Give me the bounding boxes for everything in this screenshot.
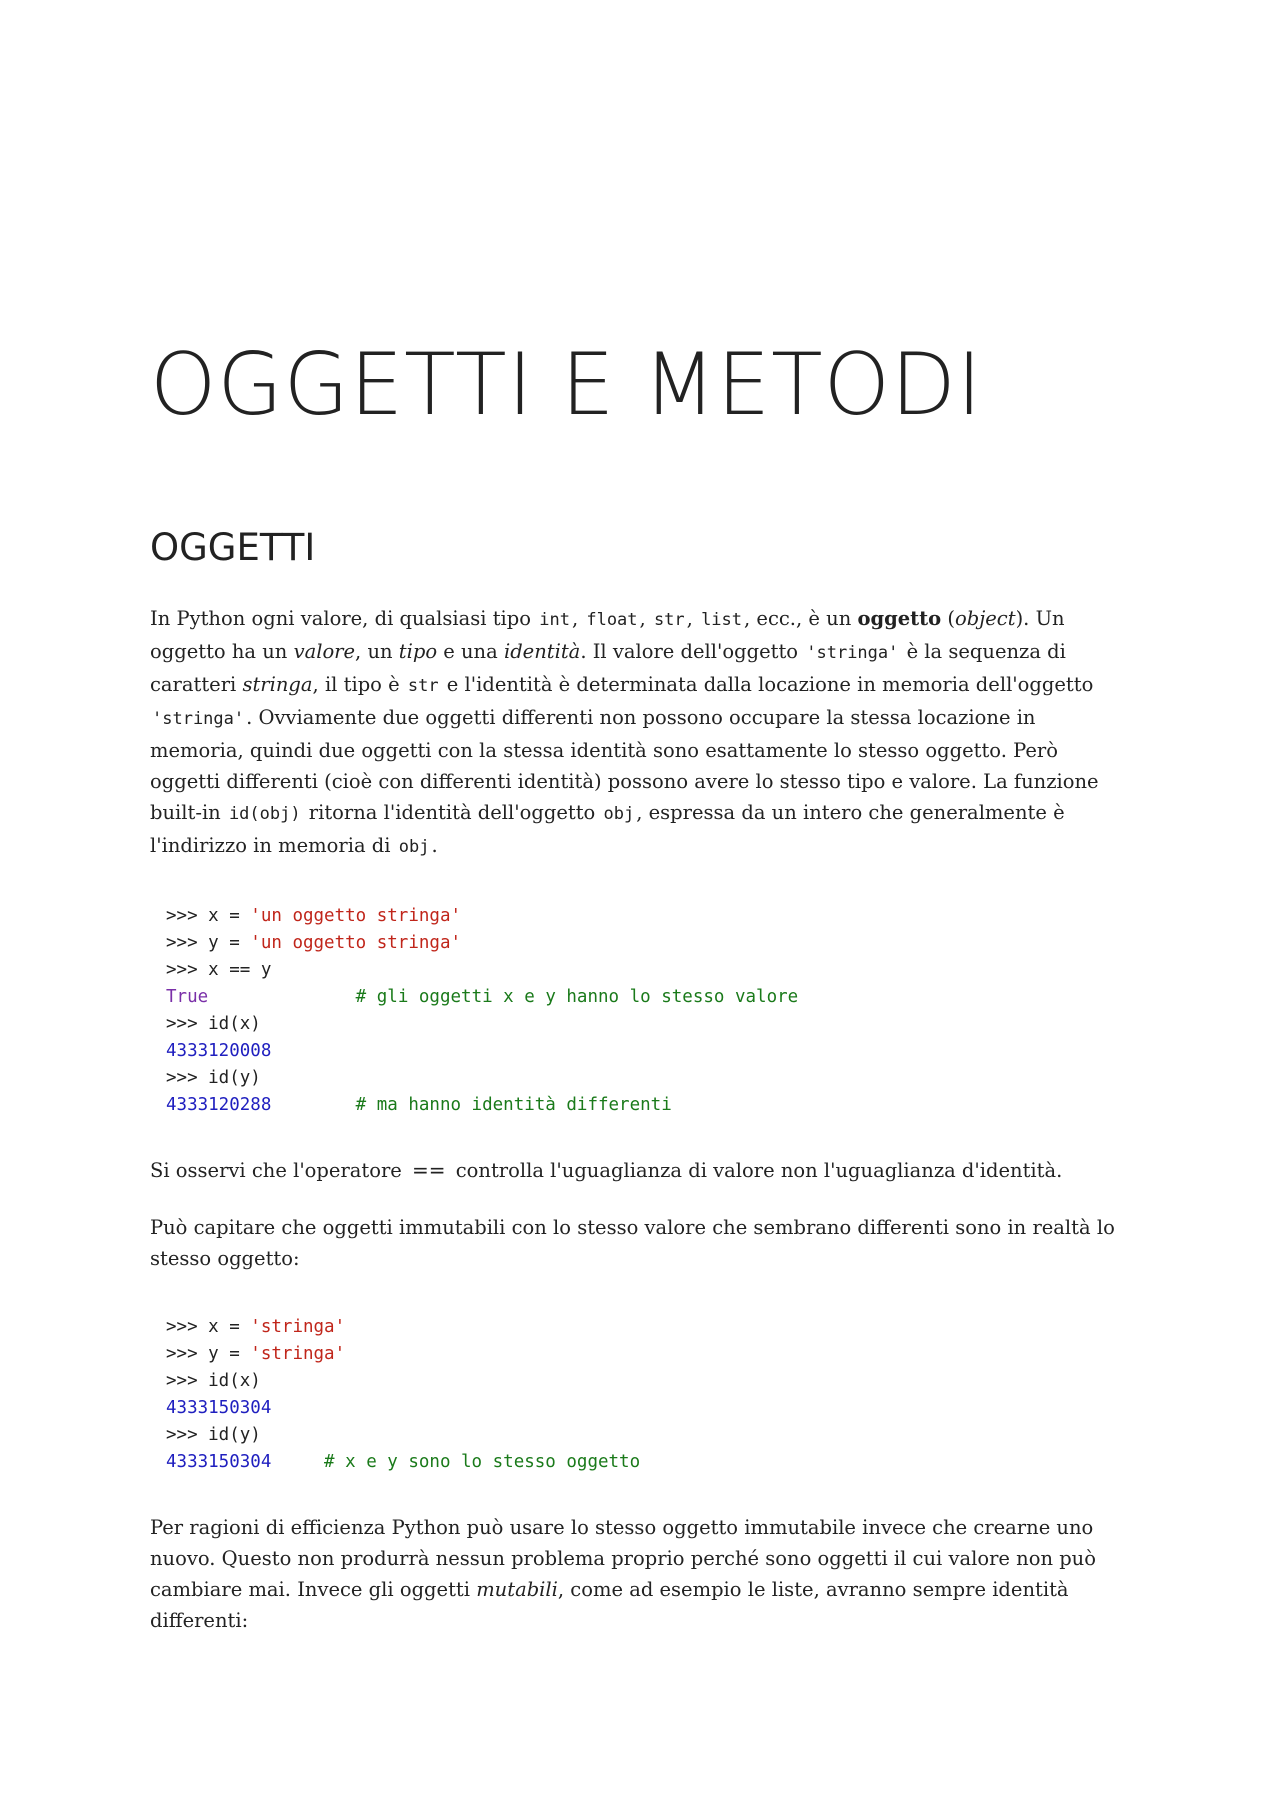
text: , ecc., è un xyxy=(744,607,858,630)
paragraph-immutable: Può capitare che oggetti immutabili con lo stesso valore che sembrano differenti sono in realtà lo stesso oggetto: xyxy=(150,1216,1115,1270)
inline-code: obj xyxy=(398,837,430,857)
code-line xyxy=(166,1314,1130,1341)
code-string: 'un oggetto stringa' xyxy=(250,933,462,953)
text: ). Un oggetto ha un xyxy=(150,607,1065,663)
code-prompt: >>> y = xyxy=(166,1344,251,1364)
code-line: 4333150304 xyxy=(166,1398,272,1418)
inline-code: str xyxy=(407,676,439,696)
code-prompt: >>> x = xyxy=(166,1317,251,1337)
document-content xyxy=(150,335,1130,1636)
inline-code: int xyxy=(539,610,570,630)
text: , xyxy=(571,607,585,630)
code-line: >>> id(y) xyxy=(166,1068,261,1088)
code-line xyxy=(166,1092,1130,1119)
italic-term: object xyxy=(954,607,1016,630)
code-comment: # gli oggetti x e y hanno lo stesso valore xyxy=(355,987,799,1007)
text: , espressa da un intero che generalmente è l'indirizzo in memoria di xyxy=(150,801,1065,857)
italic-term: identità xyxy=(503,640,581,663)
code-string: 'stringa' xyxy=(250,1344,346,1364)
code-string: 'stringa' xyxy=(250,1317,346,1337)
inline-code: id(obj) xyxy=(228,804,301,824)
code-line xyxy=(166,984,1130,1011)
italic-term: stringa xyxy=(242,673,313,696)
text: , come ad esempio le liste, avranno sempre identità differenti: xyxy=(150,1578,1069,1632)
text: , xyxy=(639,607,652,630)
inline-code: float xyxy=(586,610,638,630)
inline-code: str xyxy=(653,610,685,630)
code-number: 4333120288 xyxy=(166,1095,272,1115)
code-keyword: True xyxy=(166,987,209,1007)
text: In Python ogni valore, di qualsiasi tipo xyxy=(150,607,538,630)
code-line: >>> x == y xyxy=(166,960,272,980)
code-prompt: >>> y = xyxy=(166,933,251,953)
text: , xyxy=(686,607,700,630)
text: , un xyxy=(355,640,399,663)
text: Per ragioni di efficienza Python può usare lo stesso oggetto immutabile invece che crearne uno nuovo. Questo non produrrà nessun problema proprio perché sono oggetti il cui valore non può cambiare mai. Invece gli oggetti xyxy=(150,1516,1096,1601)
text: e l'identità è determinata dalla locazione in memoria dell'oggetto xyxy=(440,673,1094,696)
code-line: 4333120008 xyxy=(166,1041,272,1061)
code-string: 'un oggetto stringa' xyxy=(250,906,462,926)
paragraph-intro xyxy=(150,603,1130,863)
text: ( xyxy=(941,607,955,630)
code-space xyxy=(271,1452,324,1472)
code-space xyxy=(271,1095,355,1115)
text: ritorna l'identità dell'oggetto xyxy=(302,801,602,824)
paragraph-efficiency xyxy=(150,1512,1130,1636)
text: Si osservi che l'operatore xyxy=(150,1159,409,1182)
text: . xyxy=(431,834,438,857)
code-line: >>> id(y) xyxy=(166,1425,261,1445)
inline-code: 'stringa' xyxy=(152,709,245,729)
italic-term: mutabili xyxy=(476,1578,558,1601)
code-comment: # x e y sono lo stesso oggetto xyxy=(324,1452,641,1472)
italic-term: valore xyxy=(293,640,356,663)
text: controlla l'uguaglianza di valore non l'uguaglianza d'identità. xyxy=(449,1159,1063,1182)
paragraph-operator xyxy=(150,1155,1130,1186)
text: , il tipo è xyxy=(312,673,406,696)
inline-code: list xyxy=(701,610,743,630)
code-number: 4333150304 xyxy=(166,1452,272,1472)
code-line xyxy=(166,903,1130,930)
equality-operator: == xyxy=(412,1158,446,1182)
code-block-identity xyxy=(166,903,1130,1119)
inline-code: obj xyxy=(603,804,635,824)
section-heading: OGGETTI xyxy=(150,526,316,569)
code-space xyxy=(208,987,356,1007)
code-line: >>> id(x) xyxy=(166,1371,261,1391)
text: è la sequenza di caratteri xyxy=(150,640,1066,696)
text: . Il valore dell'oggetto xyxy=(580,640,805,663)
code-prompt: >>> x = xyxy=(166,906,251,926)
text: . Ovviamente due oggetti differenti non possono occupare la stessa locazione in memoria, quindi due oggetti con la stessa identità sono esattamente lo stesso oggetto. Però oggetti differenti (cioè con differenti identità) possono avere lo stesso tipo e valore. La funzione built-in xyxy=(150,706,1099,824)
code-line xyxy=(166,930,1130,957)
bold-term: oggetto xyxy=(857,607,942,630)
text: e una xyxy=(437,640,504,663)
italic-term: tipo xyxy=(398,640,438,663)
code-line xyxy=(166,1341,1130,1368)
code-line xyxy=(166,1449,1130,1476)
page-title: OGGETTI E METODI xyxy=(150,335,983,435)
code-line: >>> id(x) xyxy=(166,1014,261,1034)
code-comment: # ma hanno identità differenti xyxy=(355,1095,672,1115)
code-block-same-object xyxy=(166,1314,1130,1476)
inline-code: 'stringa' xyxy=(806,643,899,663)
